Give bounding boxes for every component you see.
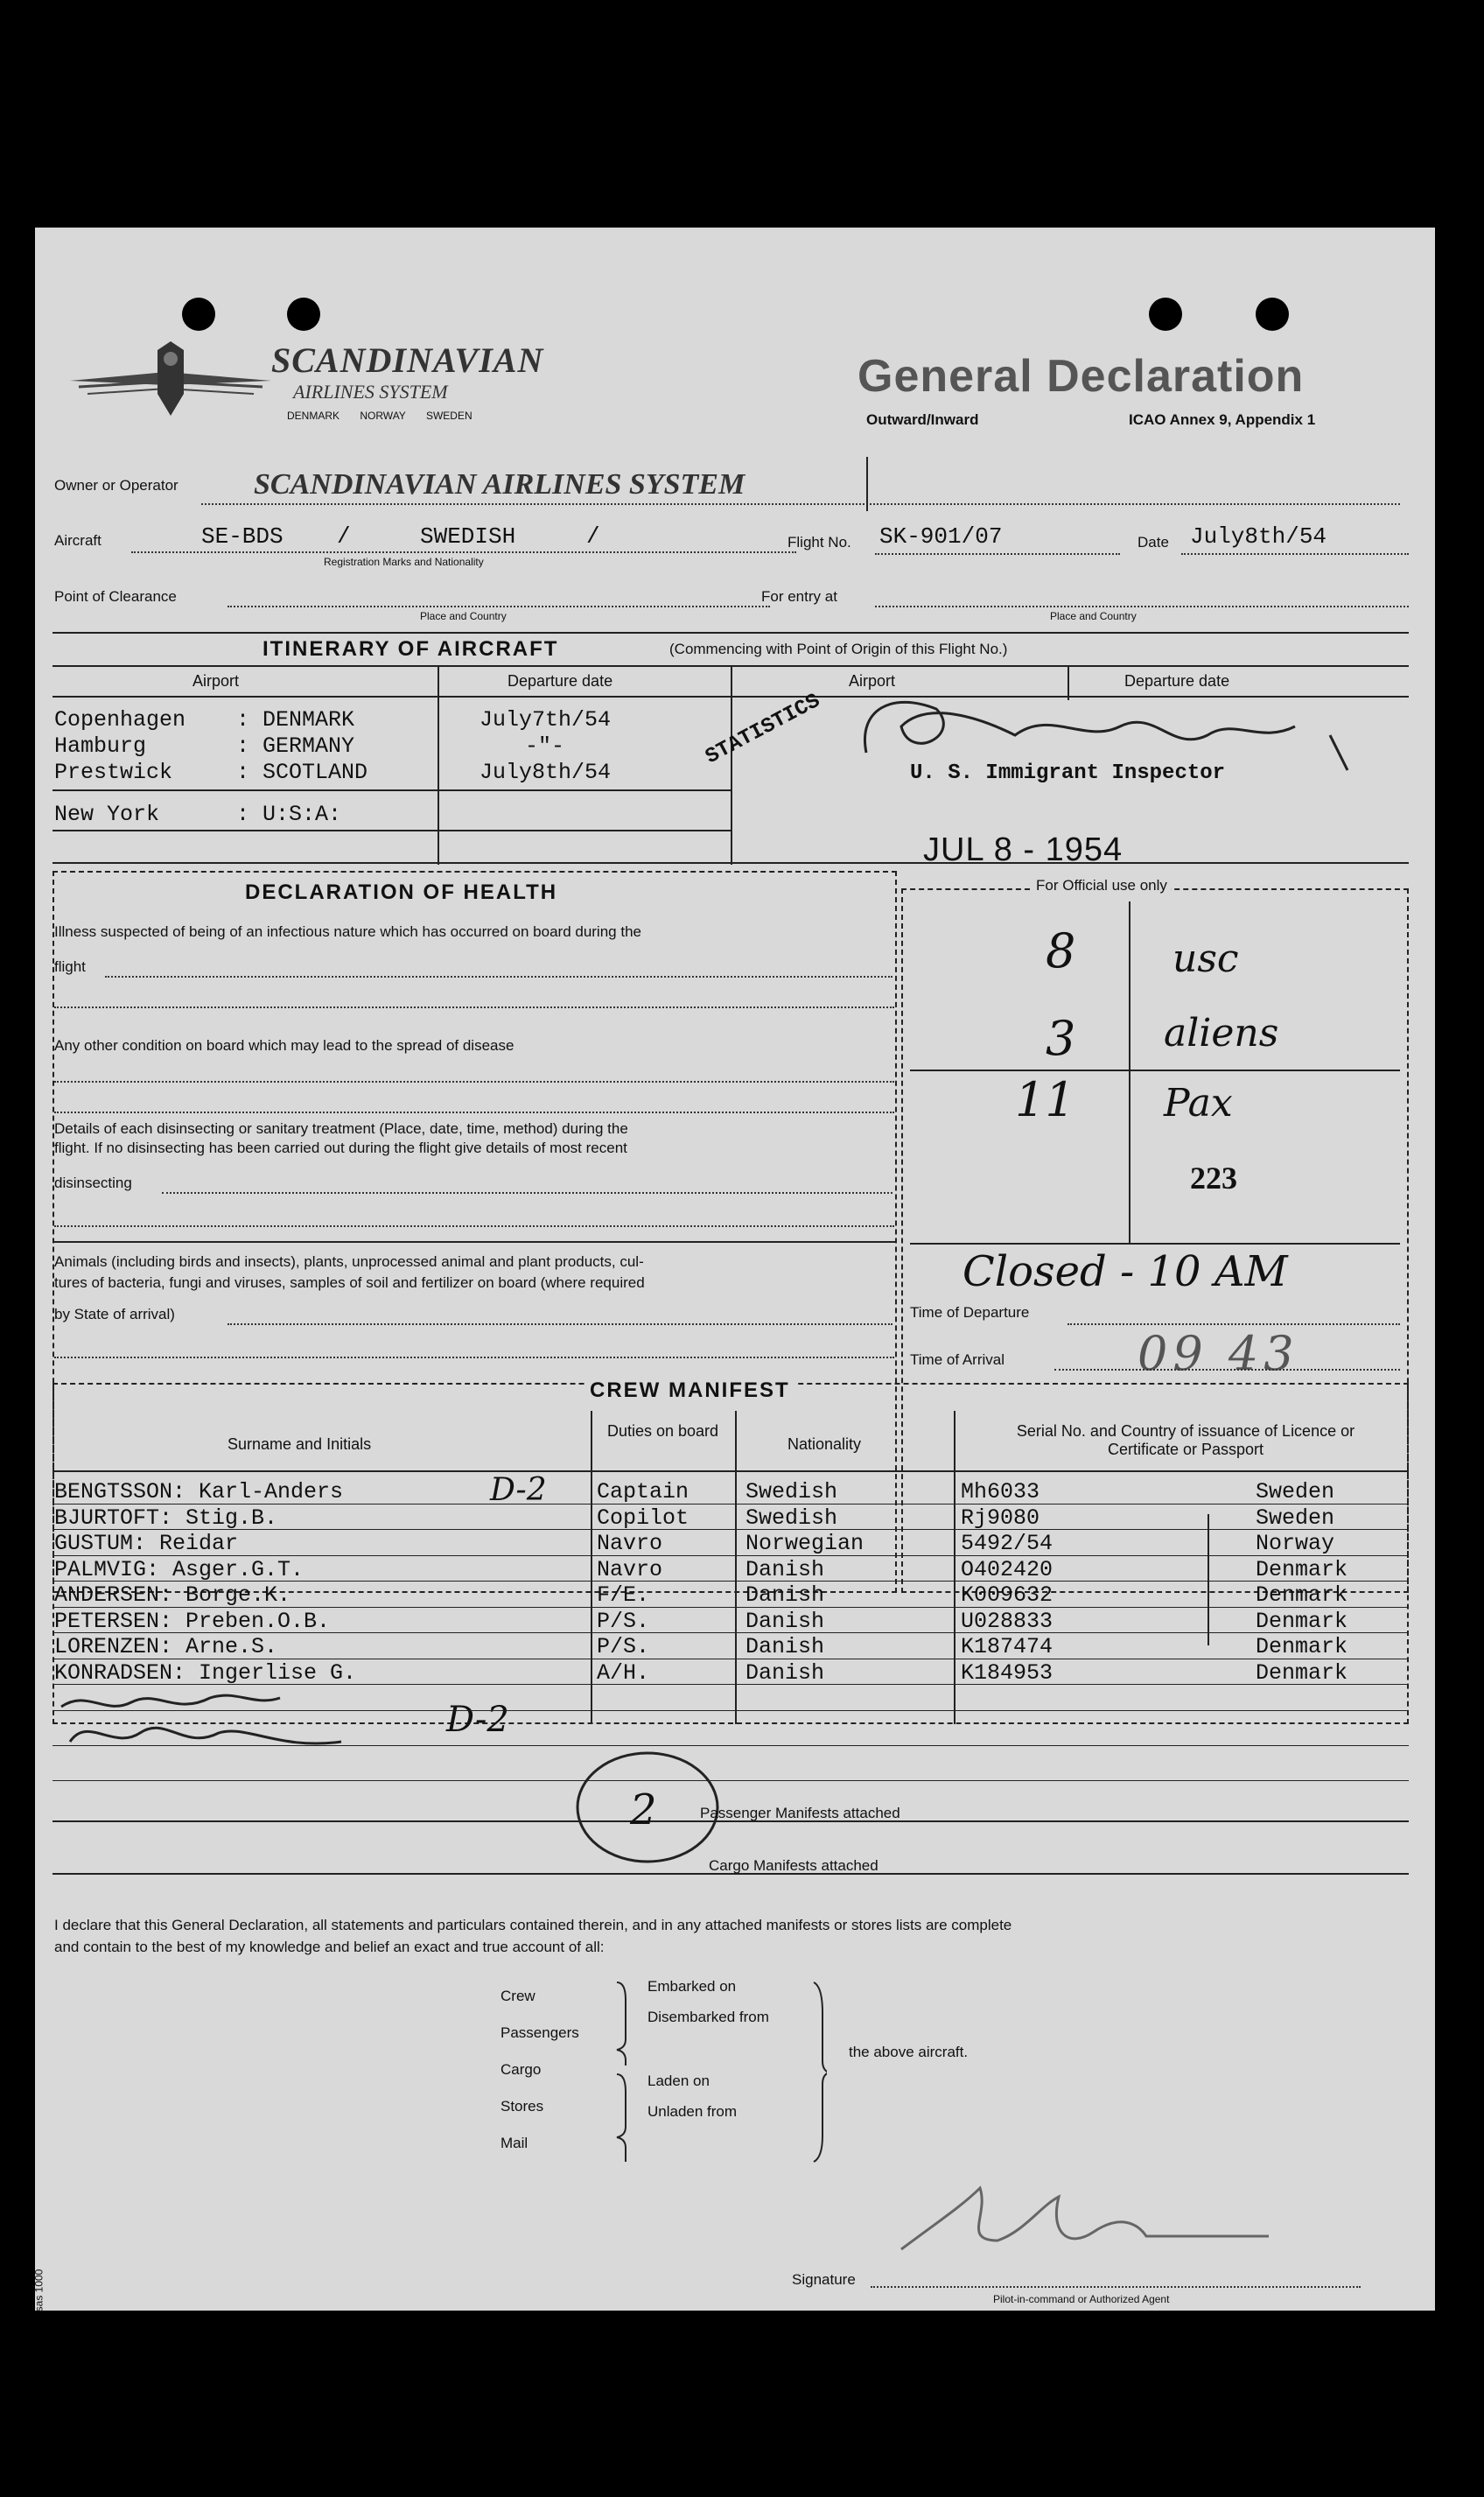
- captain-signature-icon: [884, 2171, 1286, 2267]
- airline-countries: DENMARK NORWAY SWEDEN: [287, 410, 472, 422]
- declaration-items: Crew Passengers Cargo Stores Mail: [500, 1988, 579, 2151]
- unladen-label: Unladen from: [648, 2103, 738, 2120]
- official-title: For Official use only: [1032, 877, 1171, 894]
- official-count: 11: [1015, 1072, 1075, 1127]
- crew-duty: Navro: [597, 1556, 663, 1582]
- col-duties: Duties on board: [606, 1422, 719, 1440]
- crew-serial: Rj9080: [961, 1505, 1040, 1531]
- col-airport-2: Airport: [849, 672, 896, 690]
- statistics-stamp: STATISTICS: [702, 689, 824, 770]
- col-name: Surname and Initials: [228, 1435, 372, 1453]
- crew-country: Denmark: [1256, 1659, 1348, 1686]
- official-code: 223: [1190, 1161, 1237, 1196]
- crew-duty: A/H.: [597, 1659, 650, 1686]
- col-airport: Airport: [192, 672, 240, 690]
- brace-icon: [612, 1978, 630, 2171]
- health-title: DECLARATION OF HEALTH: [245, 880, 558, 904]
- official-count-label: usc: [1172, 936, 1239, 981]
- above-aircraft-label: the above aircraft.: [849, 2044, 969, 2060]
- form-title: General Declaration: [858, 351, 1305, 402]
- crew-name: KONRADSEN: Ingerlise G.: [54, 1659, 357, 1686]
- crew-duty: Captain: [597, 1479, 690, 1505]
- crew-nationality: Danish: [746, 1608, 825, 1634]
- health-q3: Details of each disinsecting or sanitary treatment (Place, date, time, method) during the: [54, 1120, 628, 1137]
- health-q1: Illness suspected of being of an infectious nature which has occurred on board during the: [54, 923, 641, 940]
- airline-logo-icon: [61, 333, 280, 429]
- itinerary-airport: Prestwick: [54, 760, 173, 785]
- crew-serial: O402420: [961, 1556, 1054, 1582]
- crew-country: Norway: [1256, 1531, 1335, 1556]
- itinerary-title: ITINERARY OF AIRCRAFT: [262, 637, 559, 661]
- passenger-manifests: Passenger Manifests attached: [700, 1805, 900, 1821]
- crew-name: GUSTUM: Reidar: [54, 1531, 239, 1556]
- signature-label: Signature: [792, 2271, 856, 2288]
- itinerary-country: U:S:A:: [262, 802, 342, 827]
- crew-duty: Navro: [597, 1531, 663, 1556]
- crew-nationality: Swedish: [746, 1505, 838, 1531]
- crew-country: Denmark: [1256, 1634, 1348, 1659]
- crew-name: PETERSEN: Preben.O.B.: [54, 1608, 331, 1634]
- crew-name: ANDERSEN: Borge.K.: [54, 1582, 291, 1608]
- health-q2: Any other condition on board which may lead to the spread of disease: [54, 1037, 514, 1054]
- signature-sublabel: Pilot-in-command or Authorized Agent: [993, 2293, 1170, 2305]
- itinerary-country: DENMARK: [262, 707, 355, 733]
- aircraft-label: Aircraft: [54, 532, 102, 549]
- aircraft-sublabel: Registration Marks and Nationality: [324, 556, 484, 568]
- handwritten-entry: D-2: [446, 1700, 509, 1740]
- crew-duty: P/S.: [597, 1634, 650, 1659]
- entry-label: For entry at: [761, 588, 837, 605]
- form-reference: ICAO Annex 9, Appendix 1: [1129, 411, 1316, 428]
- crew-nationality: Swedish: [746, 1479, 838, 1505]
- entry-sublabel: Place and Country: [1050, 610, 1137, 622]
- crew-duty: P/S.: [597, 1608, 650, 1634]
- crew-nationality: Norwegian: [746, 1531, 864, 1556]
- crew-country: Denmark: [1256, 1608, 1348, 1634]
- crew-name: BJURTOFT: Stig.B.: [54, 1505, 278, 1531]
- aircraft-reg: SE-BDS: [201, 523, 284, 550]
- inspector-stamp: U. S. Immigrant Inspector: [910, 761, 1226, 785]
- owner-value: SCANDINAVIAN AIRLINES SYSTEM: [254, 468, 746, 501]
- laden-label: Laden on: [648, 2073, 710, 2089]
- crew-serial: K184953: [961, 1659, 1054, 1686]
- cargo-manifests: Cargo Manifests attached: [709, 1857, 878, 1874]
- brace-right-icon: [809, 1978, 827, 2171]
- itinerary-note: (Commencing with Point of Origin of this Flight No.): [669, 641, 1008, 657]
- itinerary-airport: Copenhagen: [54, 707, 186, 733]
- flight-value: SK-901/07: [879, 523, 1003, 550]
- clearance-label: Point of Clearance: [54, 588, 177, 605]
- punch-hole: [182, 298, 215, 331]
- itinerary-date: July8th/54: [480, 760, 612, 785]
- declaration-form: SCANDINAVIAN AIRLINES SYSTEM DENMARK NORWAY SWEDEN General Declaration Outward/Inward ICAO Annex 9, Appendix 1 Owner or Operator SCANDINAVIAN AIRLINES SYSTEM Aircraft SE-BDS / SWEDISH / Registration Marks and Nationality Flight No. SK-901/07 Date July8th/54 Point of Clearance Place and Country For entry at Place and Country ITINERARY OF AIRCRAFT (Commencing with Point of Origin of this Flight No.) Airport Departure date Airport Departure date Copenhagen : DENMARK July7th/54 Hamburg : GERMANY -"- Prestwick : SCOTLAND July8th/54 New York : U:S:A: STATISTICS U. S. Immigrant Inspector JUL 8 - 1954 DECLARATION OF HEALTH Illness suspected of being of an infectious nature which has occurred on board during the flight Any other condition on board which may lead to the spread of disease Details of each disinsecting or sanitary treatment (Place, date, time, method) during the flight. If no disinsecting has been carried out during the flight give details of most recent disinsecting Animals (including birds and insects), plants, unprocessed animal and plant products, cul- tures of bacteria, fungi and viruses, samples of soil and fertilizer on board (where required by State of arrival) For Official use only 8 usc 3 aliens 11 Pax 223 Closed - 10 AM Time of Departure Time of Arrival 09 43 CREW MANIFEST Surname and Initials Duties on board Nationality Serial No. and Country of issuance of Licence or Certificate or Passport D-2 D-2 2 Passenger Manifests attached Cargo Manifests attached I declare that this General Declaration, all statements and particulars contained therein, and in any attached manifests or stores lists are complete and contain to the best of my knowledge and belief an exact and true account of all: Crew Passengers Cargo Stores Mail Embarked on Disembarked from Laden on Unladen from the above aircraft. Signature Pilot-in-command or Authorized Agent sas 1000 BENGTSSON: Karl-Anders Captain Swedish Mh6033 Sweden BJURTOFT: Stig.B. Copilot Swedish Rj9080 Sweden GUSTUM: Reidar Navro Norwegian 5492/54 Norway PALMVIG: Asger.G.T. Navro Danish O402420 Denmark ANDERSEN: Borge.K. F/E. Danish K009632 Denmark PETERSEN: Preben.O.B. P/S. Danish U028833 Denmark LORENZEN: Arne.S. P/S. Danish K187474 Denmark KONRADSEN: Ingerlise G. A/H. Danish K184953 Denmark: [35, 228, 1435, 2311]
- crew-name: BENGTSSON: Karl-Anders: [54, 1479, 344, 1505]
- col-serial: Serial No. and Country of issuance of Licence or Certificate or Passport: [1016, 1422, 1355, 1458]
- crew-name: LORENZEN: Arne.S.: [54, 1634, 278, 1659]
- crew-country: Denmark: [1256, 1582, 1348, 1608]
- owner-label: Owner or Operator: [54, 477, 178, 494]
- departure-time-label: Time of Departure: [910, 1304, 1030, 1321]
- airline-name: SCANDINAVIAN: [271, 340, 544, 380]
- crew-title: CREW MANIFEST: [584, 1378, 795, 1403]
- punch-hole: [287, 298, 320, 331]
- circled-number: 2: [630, 1785, 657, 1834]
- arrival-date-stamp: JUL 8 - 1954: [923, 831, 1124, 868]
- crew-country: Denmark: [1256, 1556, 1348, 1582]
- handwritten-signature-icon: [52, 1680, 402, 1777]
- crew-country: Sweden: [1256, 1505, 1335, 1531]
- itinerary-date: -"-: [525, 733, 565, 759]
- crew-name: PALMVIG: Asger.G.T.: [54, 1556, 304, 1582]
- handwritten-note: D-2: [490, 1472, 547, 1508]
- aircraft-nationality: SWEDISH: [420, 523, 516, 550]
- col-nationality: Nationality: [788, 1435, 862, 1453]
- crew-country: Sweden: [1256, 1479, 1335, 1505]
- arrival-time-label: Time of Arrival: [910, 1351, 1005, 1368]
- official-count-label: Pax: [1164, 1081, 1233, 1126]
- arrival-time-value: 09 43: [1138, 1326, 1299, 1381]
- col-departure: Departure date: [508, 672, 613, 690]
- col-departure-2: Departure date: [1124, 672, 1230, 690]
- itinerary-country: GERMANY: [262, 733, 355, 759]
- official-count: 8: [1046, 923, 1076, 978]
- crew-serial: K009632: [961, 1582, 1054, 1608]
- health-q4: Animals (including birds and insects), plants, unprocessed animal and plant products, cul-: [54, 1253, 644, 1270]
- disembarked-label: Disembarked from: [648, 2009, 769, 2025]
- crew-nationality: Danish: [746, 1659, 825, 1686]
- itinerary-airport: New York: [54, 802, 160, 827]
- crew-nationality: Danish: [746, 1634, 825, 1659]
- crew-nationality: Danish: [746, 1582, 825, 1608]
- crew-serial: 5492/54: [961, 1531, 1054, 1556]
- declaration-text: I declare that this General Declaration, all statements and particulars contained therein, and in any attached manifests or stores lists are complete: [54, 1917, 1012, 1933]
- itinerary-country: SCOTLAND: [262, 760, 368, 785]
- form-code: sas 1000: [32, 2269, 46, 2312]
- date-label: Date: [1138, 534, 1169, 551]
- punch-hole: [1256, 298, 1289, 331]
- form-subtitle: Outward/Inward: [866, 411, 979, 428]
- official-count-label: aliens: [1164, 1011, 1279, 1056]
- flight-label: Flight No.: [788, 534, 851, 551]
- date-value: July8th/54: [1190, 523, 1327, 550]
- punch-hole: [1149, 298, 1182, 331]
- official-count: 3: [1046, 1011, 1076, 1066]
- crew-serial: Mh6033: [961, 1479, 1040, 1505]
- crew-serial: U028833: [961, 1608, 1054, 1634]
- crew-nationality: Danish: [746, 1556, 825, 1582]
- embarked-label: Embarked on: [648, 1978, 737, 1995]
- crew-duty: F/E.: [597, 1582, 650, 1608]
- crew-serial: K187474: [961, 1634, 1054, 1659]
- crew-duty: Copilot: [597, 1505, 690, 1531]
- itinerary-date: July7th/54: [480, 707, 612, 733]
- closed-note: Closed - 10 AM: [962, 1247, 1288, 1296]
- itinerary-airport: Hamburg: [54, 733, 147, 759]
- airline-subname: AIRLINES SYSTEM: [293, 381, 448, 403]
- clearance-sublabel: Place and Country: [420, 610, 507, 622]
